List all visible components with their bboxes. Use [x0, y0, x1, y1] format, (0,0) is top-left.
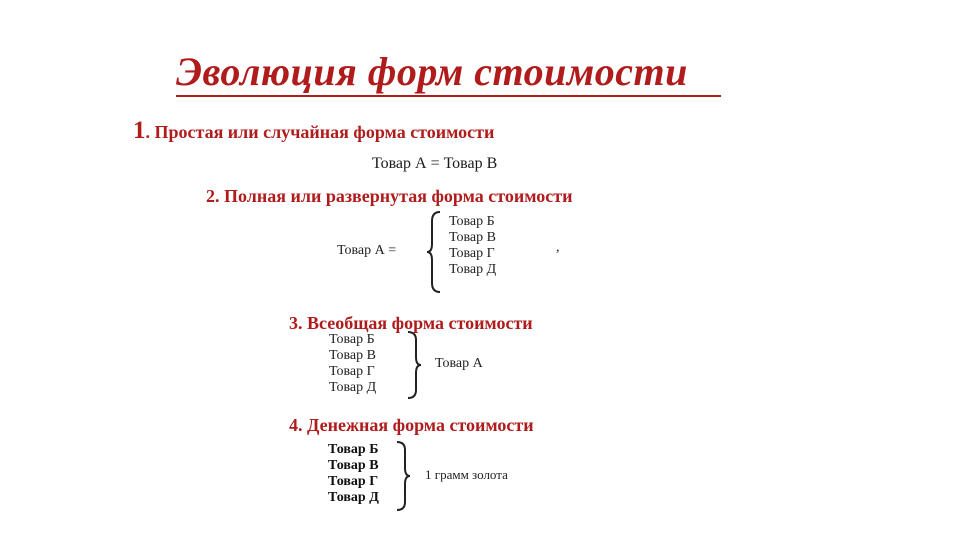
page-title: Эволюция форм стоимости	[176, 49, 688, 94]
section-1-number: 1	[133, 117, 146, 144]
list-item: Товар Д	[329, 380, 377, 395]
section-4-right-term: 1 грамм золота	[425, 467, 508, 482]
list-item: Товар Г	[329, 364, 375, 379]
title-underline	[176, 95, 721, 97]
list-item: Товар В	[329, 348, 376, 363]
section-3-heading: 3. Всеобщая форма стоимости	[289, 313, 533, 333]
section-1-heading-text: . Простая или случайная форма стоимости	[145, 122, 495, 142]
list-item: Товар Б	[449, 214, 495, 229]
section-1-formula: Товар А = Товар В	[372, 155, 498, 172]
list-item: Товар Г	[328, 474, 379, 489]
section-3-right-term: Товар А	[435, 356, 483, 371]
list-item: Товар Б	[328, 442, 379, 457]
section-2-left-term: Товар А =	[337, 243, 397, 258]
section-3-list	[329, 332, 376, 396]
list-item: Товар Б	[329, 332, 375, 347]
section-4-list	[328, 442, 379, 506]
section-4-brace	[396, 441, 412, 511]
section-2-heading: 2. Полная или развернутая форма стоимости	[206, 186, 573, 206]
list-item: Товар Д	[449, 262, 497, 277]
section-2-list	[449, 214, 496, 278]
section-1-heading	[133, 117, 494, 145]
section-2-trailing-mark: ,	[556, 240, 560, 255]
list-item: Товар В	[328, 458, 379, 473]
list-item: Товар Д	[328, 490, 379, 505]
list-item: Товар Г	[449, 246, 495, 261]
section-4-heading: 4. Денежная форма стоимости	[289, 415, 534, 435]
section-2-brace	[426, 211, 442, 293]
list-item: Товар В	[449, 230, 496, 245]
section-3-brace	[407, 331, 423, 399]
